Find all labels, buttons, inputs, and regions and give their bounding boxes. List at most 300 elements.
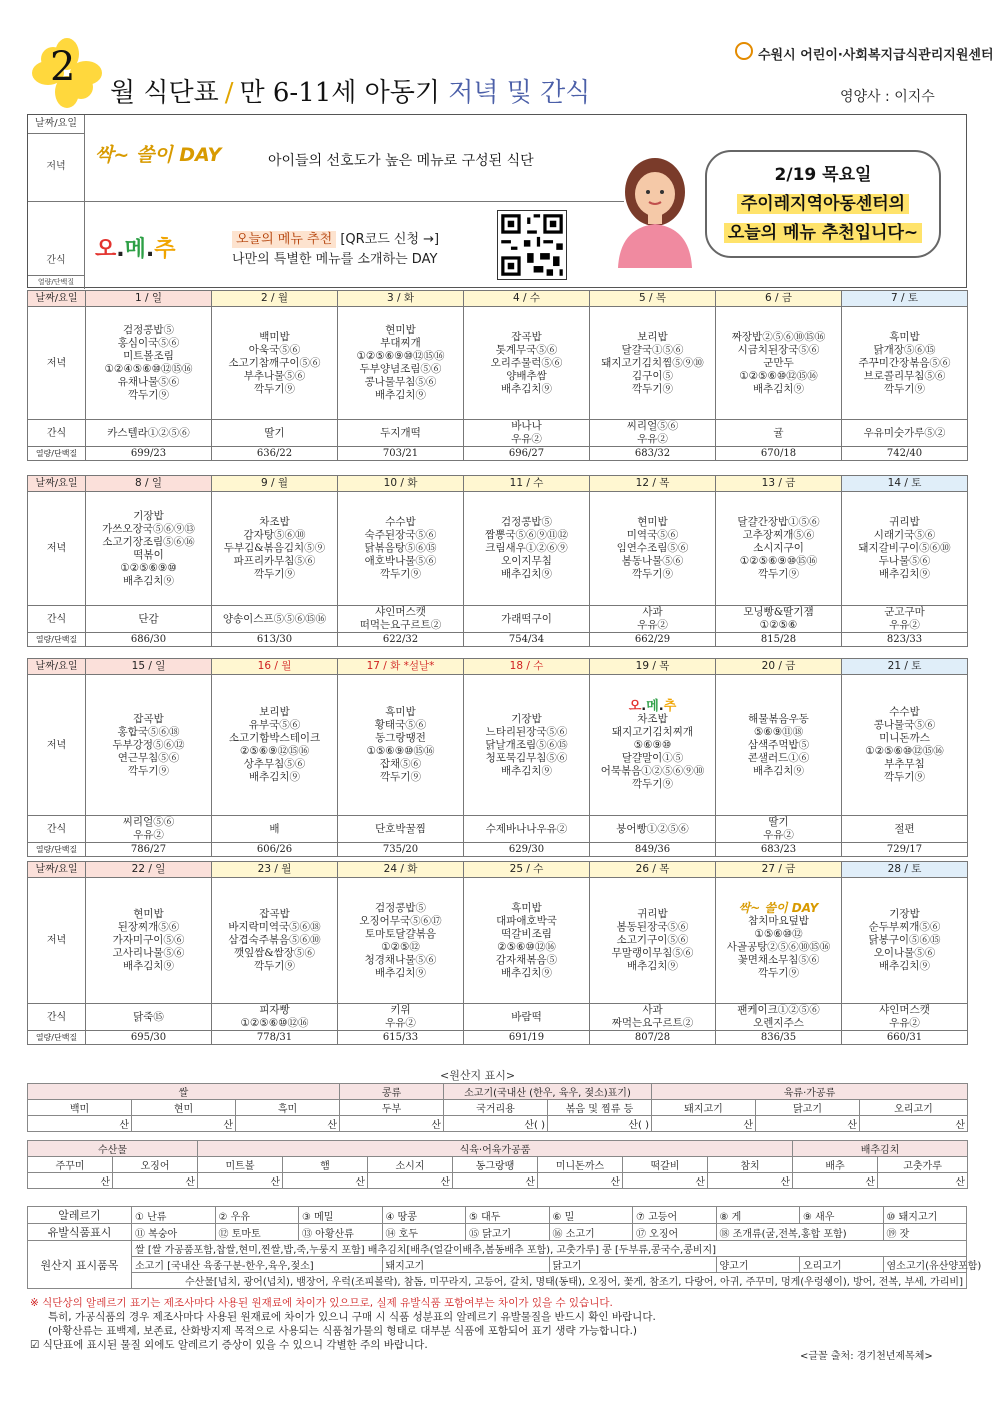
dinner-item: 두부강정⑤⑥⑫ [112, 738, 185, 751]
allergy-label-2: 유발식품표시 [28, 1224, 132, 1241]
ome-inline-char: . [658, 698, 664, 714]
snack-cell [86, 606, 212, 633]
dinner-item: 콘샐러드①⑥ [747, 751, 810, 764]
date-cell: 15 / 일 [86, 659, 212, 675]
dinner-item: 소고기함박스테이크 [228, 732, 321, 744]
dinner-item: 백미밥 [259, 330, 290, 343]
dinner-item: 파프리카무침⑤⑥ [233, 555, 316, 567]
snack-item: 단호박꿀찜 [375, 822, 426, 835]
snack-item: 두지개떡 [380, 426, 421, 439]
dinner-item: 배추김치⑨ [374, 966, 427, 979]
origin-table-2 [27, 1140, 968, 1189]
dinner-item: 깍두기⑨ [254, 960, 295, 972]
allergen-item: ④ 땅콩 [382, 1207, 466, 1224]
org-name: 수원시 어린이·사회복지급식관리지원센터 [758, 48, 994, 63]
dinner-item: 양배추쌈 [506, 369, 547, 382]
date-cell: 14 / 토 [842, 476, 968, 492]
dinner-item: 홍합국⑤⑥⑱ [117, 725, 180, 738]
origin-kimchi-header: 배추김치 [793, 1141, 968, 1157]
dinner-item: ①②⑤⑥⑨⑩⑫⑮⑯ [356, 350, 445, 362]
snack-item: 우유② [385, 1017, 416, 1029]
snack-cell [716, 816, 842, 843]
dinner-item: 미니돈까스 [879, 732, 930, 744]
snack-cell [842, 816, 968, 843]
bubble-line-2-text: 주이레지역아동센터의 [737, 194, 909, 214]
dinner-item: 임연수조림⑤⑥ [616, 542, 689, 554]
snack-item: 우유② [889, 1017, 920, 1029]
dinner-item: 차조밥 [637, 712, 668, 725]
origin-item-header: 떡갈비 [623, 1157, 708, 1173]
origin-item-header: 볶음 및 찜류 등 [548, 1100, 652, 1116]
origin-item-header: 오징어 [113, 1157, 198, 1173]
origin-item-header: 동그랑땡 [453, 1157, 538, 1173]
snack-item: 우유미숫가루⑤② [863, 426, 946, 439]
smile-logo-icon [735, 42, 753, 60]
dinner-item: 무말랭이무침⑤⑥ [611, 947, 694, 959]
dinner-item: 잡채⑤⑥ [379, 758, 422, 770]
dinner-item: 배추김치⑨ [122, 960, 175, 972]
snack-item: 떠먹는요구르트② [359, 619, 442, 631]
date-row-label: 날짜/요일 [28, 476, 86, 492]
origin-item-header: 닭고기 [756, 1100, 860, 1116]
dinner-item: 청포묵김무침⑤⑥ [485, 751, 568, 764]
origin-beef-header: 소고기(국내산 (한우, 육우, 젖소)표기) [444, 1084, 652, 1100]
page-title [110, 72, 590, 109]
kcal-cell: 662/29 [590, 633, 716, 647]
dinner-item: 깍두기⑨ [254, 382, 295, 395]
snack-item: 피자빵 [259, 1004, 290, 1016]
dinner-row-label: 저녁 [28, 307, 86, 420]
date-cell: 13 / 금 [716, 476, 842, 492]
origin-item-header: 배추 [793, 1157, 878, 1173]
date-cell: 25 / 수 [464, 862, 590, 878]
origin-item-value: 산 [283, 1173, 368, 1189]
dinner-item: 현미밥 [385, 324, 416, 336]
kcal-cell: 836/35 [716, 1031, 842, 1045]
dinner-item: ①⑤⑥⑩⑫ [754, 927, 803, 940]
origin-item-value: 산 [340, 1116, 444, 1132]
date-cell: 10 / 화 [338, 476, 464, 492]
origin-item-header: 두부 [340, 1100, 444, 1116]
week-table [27, 475, 968, 647]
dinner-cell [716, 675, 842, 816]
dinner-item: 느타리된장국⑤⑥ [485, 725, 568, 738]
dinner-item: 어묵볶음①②⑤⑥⑨⑩ [600, 764, 705, 777]
allergen-item: ⑬ 아황산류 [299, 1224, 383, 1241]
snack-item: 우유② [637, 619, 668, 631]
date-cell: 19 / 목 [590, 659, 716, 675]
snack-item: ①②⑤⑥⑩⑫⑯ [240, 1017, 309, 1029]
note-1: ※ 식단상의 알레르기 표기는 제조사마다 사용된 원재료에 차이가 있으므로, 실제 유발식품 포함여부는 차이가 있을 수 있습니다. [30, 1297, 613, 1309]
dinner-item: 감자채볶음⑤ [495, 953, 558, 966]
origin-item-value: 산 [708, 1173, 793, 1189]
dinner-item: 닭개장⑤⑥⑮ [873, 343, 936, 356]
kcal-cell: 622/32 [338, 633, 464, 647]
snack-cell [338, 606, 464, 633]
snack-cell [86, 816, 212, 843]
date-cell: 24 / 화 [338, 862, 464, 878]
date-cell: 23 / 월 [212, 862, 338, 878]
dinner-item: 꽃면채소무침⑤⑥ [737, 953, 820, 966]
date-cell: 2 / 월 [212, 291, 338, 307]
origin-seafood-header: 수산물 [28, 1141, 198, 1157]
snack-item: 짜먹는요구르트② [611, 1017, 694, 1029]
speech-bubble [705, 150, 941, 258]
snack-cell [86, 1004, 212, 1031]
ome-char-2: 메 [124, 237, 146, 262]
dinner-item: 달걀간장밥①⑤⑥ [737, 516, 820, 528]
snack-item: 군고구마 [884, 606, 925, 618]
dinner-item: 숙주된장국⑤⑥ [364, 529, 437, 541]
allergen-item: ⑭ 호두 [382, 1224, 466, 1241]
dinner-item: 크림새우①②⑥⑨ [485, 542, 568, 554]
snack-item: 닭죽⑮ [133, 1010, 164, 1023]
banner-date-label: 날짜/요일 [28, 115, 85, 134]
dinner-item: 깍두기⑨ [884, 771, 925, 783]
origin-rice-header: 쌀 [28, 1084, 340, 1100]
dinner-item: 배추김치⑨ [500, 966, 553, 979]
snack-cell [464, 420, 590, 447]
origin-item-header: 미니돈까스 [538, 1157, 623, 1173]
snack-item: 씨리얼⑤⑥ [122, 816, 175, 828]
origin-meat-header: 육류·가공류 [652, 1084, 968, 1100]
snack-cell [338, 1004, 464, 1031]
ome-inline-char: 오 [628, 698, 642, 714]
dinner-item: 참치마요덮밥 [748, 914, 809, 927]
snack-item: 수제바나나우유② [485, 822, 568, 835]
dinner-item: 콩나물국⑤⑥ [873, 719, 936, 731]
kcal-cell: 686/30 [86, 633, 212, 647]
notes [30, 1296, 970, 1352]
snack-item: 카스텔라①②⑤⑥ [107, 426, 190, 439]
kcal-cell: 660/31 [842, 1031, 968, 1045]
origin-items-line-2: 소고기 [국내산 육종구분-한우,육우,젖소] [132, 1257, 383, 1273]
dinner-item: 미트볼조림 [123, 350, 174, 362]
dinner-item: 짬뽕국⑤⑥⑨⑪⑫ [485, 529, 568, 541]
snack-item: 씨리얼⑤⑥ [626, 420, 679, 432]
origin-item-value: 산 [793, 1173, 878, 1189]
dinner-item: 소고기참깨구이⑤⑥ [228, 356, 321, 369]
ome-inline-char: 메 [646, 698, 659, 714]
origin-item-header: 돼지고기 [652, 1100, 756, 1116]
snack-cell [464, 606, 590, 633]
ome-recommend-label: 오늘의 메뉴 추천 [232, 231, 336, 248]
dinner-item: 깍두기⑨ [380, 568, 421, 580]
snack-item: 딸기 [768, 816, 789, 828]
origin-item-header: 햄 [283, 1157, 368, 1173]
dinner-cell [464, 307, 590, 420]
dinner-item: 오이지무침 [501, 555, 552, 567]
dinner-item: 잡곡밥 [259, 908, 290, 920]
dinner-item: 깍두기⑨ [128, 764, 169, 777]
date-cell: 6 / 금 [716, 291, 842, 307]
dinner-item: 두부김&볶음김치⑤⑨ [223, 542, 326, 554]
dinner-cell [86, 878, 212, 1004]
dinner-item: 삼겹숙주볶음⑤⑥⑩ [228, 934, 321, 946]
dinner-item: 배추김치⑨ [626, 960, 679, 972]
origin-item-header: 현미 [132, 1100, 236, 1116]
origin-item-header: 미트볼 [198, 1157, 283, 1173]
snack-cell [464, 1004, 590, 1031]
snack-cell [590, 606, 716, 633]
dinner-item: 배추김치⑨ [248, 771, 301, 783]
bubble-line-2 [707, 190, 939, 219]
dinner-cell [212, 307, 338, 420]
origin-items-line-2: 오리고기 [800, 1257, 884, 1273]
dinner-item: 검정콩밥⑤ [122, 324, 175, 336]
dinner-item: 가쓰오장국⑤⑥⑨⑬ [102, 522, 195, 535]
snack-item: 우유② [763, 829, 794, 841]
origin-item-value: 산( ) [444, 1116, 548, 1132]
dinner-item: 검정콩밥⑤ [500, 516, 553, 528]
snack-item: 키위 [390, 1004, 411, 1016]
dinner-item: 소시지구이 [753, 542, 804, 554]
origin-item-header: 참치 [708, 1157, 793, 1173]
allergen-item: ③ 메밀 [299, 1207, 383, 1224]
dinner-item: 두부양념조림⑤⑥ [359, 363, 442, 375]
title-age: 만 6-11세 아동기 [239, 78, 441, 108]
dinner-cell [842, 492, 968, 606]
kcal-cell: 683/23 [716, 843, 842, 857]
dinner-item: 배추김치⑨ [374, 389, 427, 401]
bubble-line-1: 2/19 목요일 [774, 165, 872, 185]
dinner-cell [338, 878, 464, 1004]
origin-processed-header: 식육·어육가공품 [198, 1141, 793, 1157]
qr-code-icon[interactable] [497, 210, 567, 280]
origin-item-value: 산 [878, 1173, 968, 1189]
dinner-item: 소고기장조림⑤⑥⑯ [102, 535, 195, 548]
teacher-illustration-icon [610, 150, 700, 268]
dinner-item: 두나물⑤⑥ [878, 555, 931, 567]
dinner-item: 차조밥 [259, 516, 290, 528]
origin-item-header: 소시지 [368, 1157, 453, 1173]
snack-item: 샤인머스캣 [879, 1004, 930, 1016]
banner-dinner-label: 저녁 [28, 133, 85, 201]
dinner-item: 깍두기⑨ [758, 568, 799, 580]
dinner-item: 깍두기⑨ [254, 568, 295, 580]
dinner-item: 돼지갈비구이⑤⑥⑩ [858, 542, 951, 554]
dinner-item: 고추장찌개⑤⑥ [742, 529, 815, 541]
dinner-item: 동그랑땡전 [375, 732, 426, 744]
date-cell: 22 / 일 [86, 862, 212, 878]
origin-item-header: 백미 [28, 1100, 132, 1116]
snack-item: 가래떡구이 [501, 612, 552, 625]
dinner-item: 귀리밥 [889, 516, 920, 528]
date-cell: 11 / 수 [464, 476, 590, 492]
week-table [27, 290, 968, 461]
kcal-cell: 807/28 [590, 1031, 716, 1045]
dinner-item: 배추김치⑨ [500, 764, 553, 777]
origin-item-header: 오리고기 [860, 1100, 968, 1116]
bubble-line-3-text: 오늘의 메뉴 추천입니다~ [724, 223, 922, 243]
note-4: ☑ 식단표에 표시된 물질 외에도 알레르기 증상이 있을 수 있으니 각별한 주의 바랍니다. [30, 1339, 428, 1351]
snack-row-label: 간식 [28, 606, 86, 633]
allergen-item: ⑯ 소고기 [549, 1224, 633, 1241]
origin-item-value: 산 [236, 1116, 340, 1132]
dinner-item: 떡갈비조림 [501, 927, 552, 940]
snack-cell [842, 606, 968, 633]
kcal-row-label: 열량/단백질 [28, 843, 86, 857]
banner-snack-label: 간식 [28, 201, 85, 276]
dinner-item: 배추김치⑨ [752, 382, 805, 395]
dinner-row-label: 저녁 [28, 675, 86, 816]
kcal-cell: 735/20 [338, 843, 464, 857]
snack-row-label: 간식 [28, 420, 86, 447]
dinner-item: ①②④⑤⑥⑩⑫⑮⑯ [104, 363, 193, 375]
snack-cell [716, 1004, 842, 1031]
origin-table [27, 1083, 968, 1132]
allergen-item: ② 우유 [215, 1207, 299, 1224]
kcal-cell: 703/21 [338, 447, 464, 461]
allergen-item: ⑤ 대두 [466, 1207, 550, 1224]
ome-inline-logo [590, 700, 715, 713]
title-slash: / [224, 78, 234, 108]
dinner-item: 유채나물⑤⑥ [117, 376, 180, 388]
dinner-cell [212, 878, 338, 1004]
date-cell: 18 / 수 [464, 659, 590, 675]
dinner-item: 깻잎쌈&쌈장⑤⑥ [233, 947, 316, 959]
kcal-cell: 691/19 [464, 1031, 590, 1045]
dinner-cell [716, 878, 842, 1004]
dinner-item: 주꾸미간장볶음⑤⑥ [858, 356, 951, 369]
nutritionist: 영양사 : 이지수 [840, 89, 935, 105]
date-cell: 28 / 토 [842, 862, 968, 878]
dinner-item: 돼지고기김치찌개 [611, 725, 694, 738]
dinner-item: 부추무침 [884, 758, 925, 770]
date-cell: 16 / 월 [212, 659, 338, 675]
dday-description: 아이들의 선호도가 높은 메뉴로 구성된 식단 [268, 153, 534, 169]
dinner-item: 오리주물럭⑤⑥ [490, 356, 563, 369]
snack-item: 바나나 [511, 420, 542, 432]
origin-item-value: 산( ) [548, 1116, 652, 1132]
allergy-table [27, 1206, 982, 1289]
dinner-item: ①②⑤⑥⑨⑩⑮⑯ [739, 555, 818, 567]
dinner-item: 아욱국⑤⑥ [248, 343, 301, 356]
dinner-cell [464, 492, 590, 606]
kcal-cell: 670/18 [716, 447, 842, 461]
dinner-item: 홍심이국⑤⑥ [117, 337, 180, 349]
dinner-item: 브로콜리무침⑤⑥ [863, 369, 946, 382]
dinner-item: 순두부찌개⑤⑥ [868, 921, 941, 933]
dinner-item: 깍두기⑨ [632, 568, 673, 580]
snack-cell [590, 420, 716, 447]
dinner-row-label: 저녁 [28, 878, 86, 1004]
snack-cell [716, 420, 842, 447]
dinner-cell [590, 675, 716, 816]
dinner-item: 봄동나물⑤⑥ [621, 555, 684, 567]
dinner-item: 흑미밥 [889, 330, 920, 343]
snack-item: 사과 [642, 606, 663, 618]
allergen-item: ⑥ 밀 [549, 1207, 633, 1224]
dinner-item: 연근무침⑤⑥ [117, 751, 180, 764]
snack-row-label: 간식 [28, 816, 86, 843]
dinner-item: 토마토달걀볶음 [364, 927, 436, 940]
dinner-cell [590, 878, 716, 1004]
banner-divider [84, 201, 624, 202]
dinner-item: 배추김치⑨ [878, 960, 931, 972]
dinner-item: ①②⑤⑥⑨⑩ [120, 561, 177, 574]
origin-item-value: 산 [28, 1173, 113, 1189]
origin-item-value: 산 [860, 1116, 968, 1132]
dinner-cell [86, 492, 212, 606]
origin-item-header: 흑미 [236, 1100, 340, 1116]
origin-bean-header: 콩류 [340, 1084, 444, 1100]
snack-row-label: 간식 [28, 1004, 86, 1031]
dinner-item: 시래기국⑤⑥ [873, 529, 936, 541]
title-sub: 저녁 및 간식 [448, 78, 591, 108]
date-cell: 12 / 목 [590, 476, 716, 492]
dinner-item: 닭볶음탕⑤⑥⑮ [364, 542, 437, 554]
date-cell: 27 / 금 [716, 862, 842, 878]
dinner-item: 깍두기⑨ [632, 777, 673, 790]
dinner-item: 배추김치⑨ [122, 574, 175, 587]
dinner-cell [464, 878, 590, 1004]
dinner-item: 흑미밥 [511, 901, 542, 914]
dday-inline-logo: 싹~ 쓸이 DAY [738, 900, 819, 915]
dinner-item: ①②⑤⑫ [381, 940, 420, 953]
origin-item-value: 산 [756, 1116, 860, 1132]
kcal-cell: 683/32 [590, 447, 716, 461]
kcal-row-label: 열량/단백질 [28, 447, 86, 461]
kcal-cell: 629/30 [464, 843, 590, 857]
dinner-item: 시금치된장국⑤⑥ [737, 343, 820, 356]
origin-item-header: 고춧가루 [878, 1157, 968, 1173]
date-cell: 26 / 목 [590, 862, 716, 878]
snack-item: 바람떡 [511, 1010, 542, 1023]
snack-cell [842, 1004, 968, 1031]
kcal-cell: 754/34 [464, 633, 590, 647]
origin-items-label: 원산지 표시품목 [28, 1241, 132, 1289]
kcal-cell: 823/33 [842, 633, 968, 647]
snack-item: 배 [269, 822, 280, 835]
dinner-item: 수수밥 [889, 706, 920, 718]
snack-item: 사과 [642, 1004, 663, 1016]
date-cell: 1 / 일 [86, 291, 212, 307]
snack-cell [212, 606, 338, 633]
dinner-item: 잡곡밥 [511, 330, 542, 343]
dinner-item: 수수밥 [385, 516, 416, 528]
snack-cell [212, 1004, 338, 1031]
dinner-item: 소고기구이⑤⑥ [616, 934, 689, 946]
dinner-cell [338, 307, 464, 420]
dinner-item: 닭날개조림⑤⑥⑮ [485, 738, 568, 751]
dinner-item: 청경채나물⑤⑥ [364, 953, 437, 966]
date-cell: 20 / 금 [716, 659, 842, 675]
kcal-cell: 696/27 [464, 447, 590, 461]
dinner-item: 보리밥 [259, 706, 290, 718]
snack-cell [338, 420, 464, 447]
snack-item: 우유② [511, 433, 542, 445]
date-cell: 8 / 일 [86, 476, 212, 492]
dinner-item: 달걀국①⑤⑥ [621, 343, 684, 356]
allergen-item: ⑫ 토마토 [215, 1224, 299, 1241]
dinner-item: 상추무침⑤⑥ [243, 758, 306, 770]
dinner-item: 대파애호박국 [496, 914, 557, 927]
allergen-item: ⑲ 잣 [883, 1224, 967, 1241]
origin-item-value: 산 [453, 1173, 538, 1189]
dinner-item: 김구이⑤ [632, 369, 673, 382]
dinner-item: 검정콩밥⑤ [374, 901, 427, 914]
banner-kcal-label: 열량/단백질 [28, 275, 85, 289]
allergen-item: ① 난류 [132, 1207, 216, 1224]
ome-qr-label: [QR코드 신청 →] [340, 232, 440, 247]
dinner-cell [842, 878, 968, 1004]
dinner-item: 사골공탕②⑤⑥⑩⑮⑯ [726, 940, 831, 953]
snack-item: 귤 [773, 426, 784, 439]
ome-inline-char: 추 [663, 698, 677, 714]
dinner-item: 깍두기⑨ [128, 389, 169, 401]
dinner-item: ①⑤⑥⑨⑩⑮⑯ [366, 745, 435, 757]
